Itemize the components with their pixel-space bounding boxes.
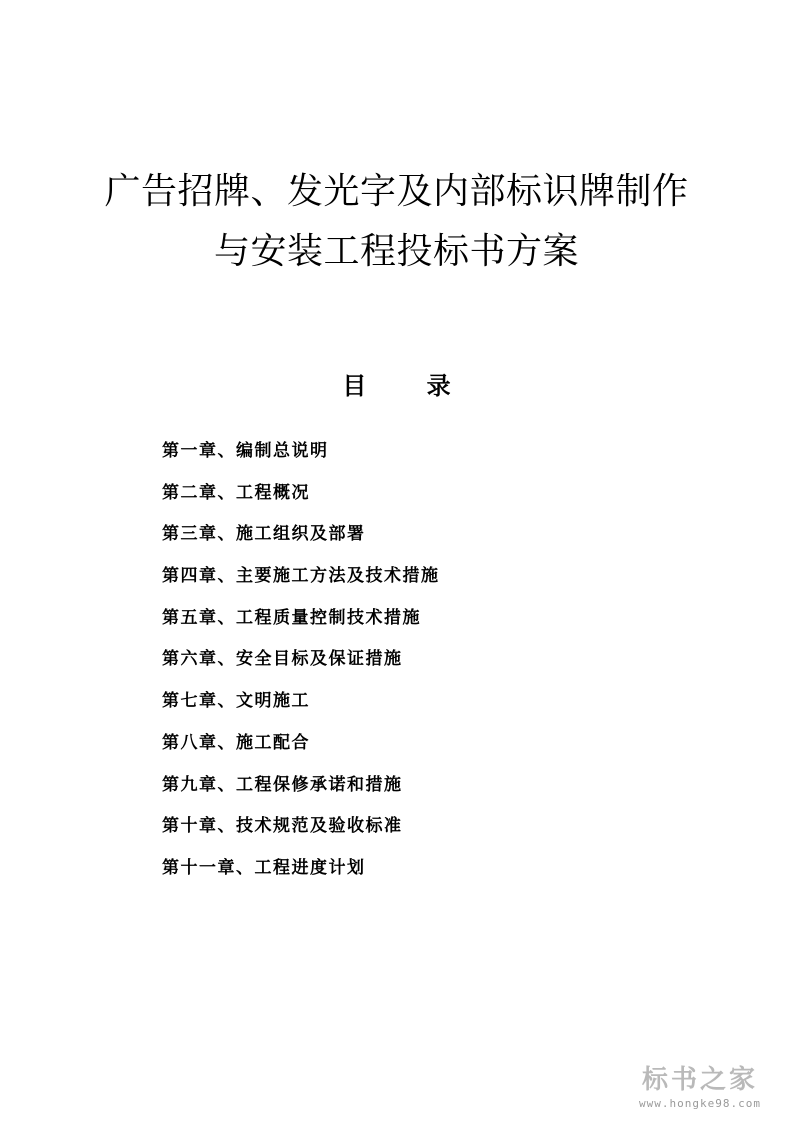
watermark-logo-text: 标书之家 xyxy=(641,1065,758,1095)
watermark-url: www.hongke98.com xyxy=(639,1097,761,1110)
toc-item-chapter-2: 第二章、工程概况 xyxy=(162,482,310,503)
toc-heading: 目 录 xyxy=(342,371,477,400)
toc-item-chapter-11: 第十一章、工程进度计划 xyxy=(162,857,366,878)
title-line-2: 与安装工程投标书方案 xyxy=(213,231,579,272)
watermark xyxy=(625,1064,775,1112)
toc-item-chapter-5: 第五章、工程质量控制技术措施 xyxy=(162,607,421,628)
toc-item-chapter-9: 第九章、工程保修承诺和措施 xyxy=(162,774,403,795)
toc-item-chapter-6: 第六章、安全目标及保证措施 xyxy=(162,649,403,670)
document-title xyxy=(0,162,793,282)
toc-item-chapter-8: 第八章、施工配合 xyxy=(162,732,310,753)
toc-item-chapter-3: 第三章、施工组织及部署 xyxy=(162,524,366,545)
title-line-1: 广告招牌、发光字及内部标识牌制作 xyxy=(104,171,689,212)
toc-item-chapter-7: 第七章、文明施工 xyxy=(162,691,310,712)
toc-item-chapter-1: 第一章、编制总说明 xyxy=(162,441,329,461)
toc-item-chapter-4: 第四章、主要施工方法及技术措施 xyxy=(162,566,440,587)
table-of-contents xyxy=(162,431,440,890)
toc-item-chapter-10: 第十章、技术规范及验收标准 xyxy=(162,816,403,837)
